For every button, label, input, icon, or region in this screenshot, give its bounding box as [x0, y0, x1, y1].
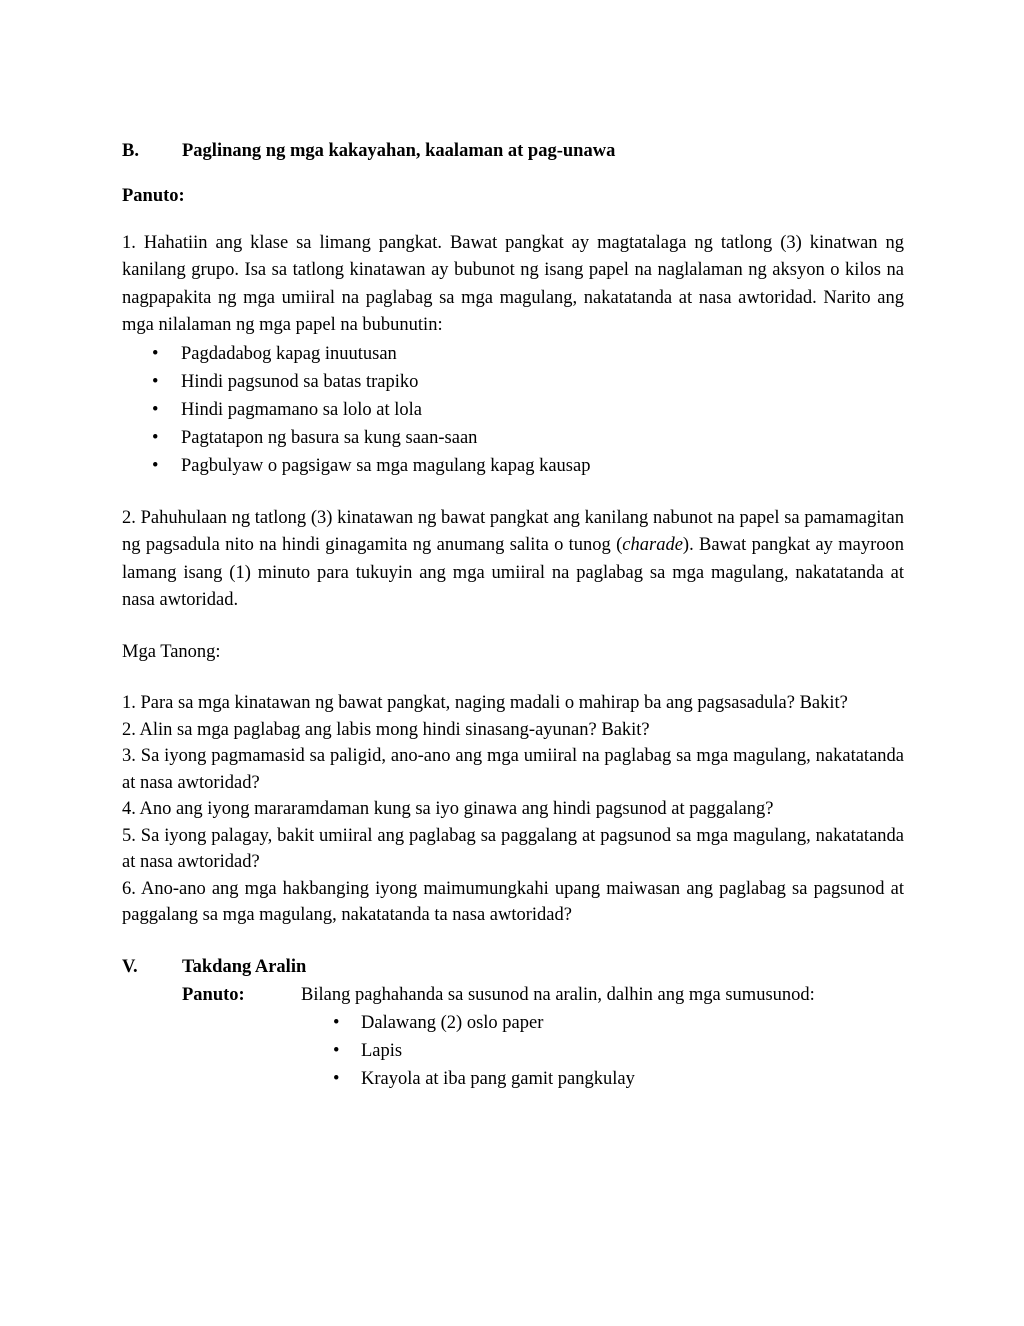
list-item-text: Hindi pagsunod sa batas trapiko	[181, 371, 419, 392]
list-item	[122, 452, 904, 480]
list-item-text: Pagbulyaw o pagsigaw sa mga magulang kapag kausap	[181, 455, 591, 476]
instruction-2	[122, 505, 904, 615]
list-item-text: Pagdadabog kapag inuutusan	[181, 343, 397, 364]
list-item	[122, 1009, 904, 1037]
bullet-icon: •	[333, 1068, 340, 1089]
question-item: 3. Sa iyong pagmamasid sa paligid, ano-ano ang mga umiiral na paglabag sa mga magulang, nakatatanda at nasa awtoridad?	[122, 746, 904, 793]
instruction-2-before: 2. Pahuhulaan ng tatlong (3) kinatawan ng bawat pangkat ang kanilang nabunot na papel sa pamamagitan ng pagsadula nito na hindi ginagamita ng anumang salita o tunog (	[122, 507, 904, 555]
takdang-panuto-row	[122, 981, 904, 1009]
bullet-icon: •	[333, 1040, 340, 1061]
list-item-text: Krayola at iba pang gamit pangkulay	[361, 1068, 635, 1089]
takdang-panuto-label: Panuto:	[182, 984, 245, 1005]
panuto-label: Panuto:	[122, 186, 185, 206]
question-item: 4. Ano ang iyong mararamdaman kung sa iyo ginawa ang hindi pagsunod at paggalang?	[122, 799, 774, 819]
bullet-icon: •	[152, 371, 159, 392]
section-b-heading	[122, 138, 904, 165]
section-v-heading	[122, 954, 904, 981]
instruction-2-after: ). Bawat pangkat ay mayroon lamang isang (1) minuto para tukuyin ang mga umiiral na paglabag sa mga magulang, nakatatanda at nasa awtoridad.	[122, 535, 904, 610]
list-item-text: Lapis	[361, 1040, 403, 1061]
question-item: 1. Para sa mga kinatawan ng bawat pangkat, naging madali o mahirap ba ang pagsasadula? Bakit?	[122, 693, 848, 713]
instruction-2-italic: charade	[622, 535, 683, 555]
section-b-title: Paglinang ng mga kakayahan, kaalaman at pag-unawa	[182, 141, 616, 161]
instruction-1: 1. Hahatiin ang klase sa limang pangkat. Bawat pangkat ay magtatalaga ng tatlong (3) kinatwan ng kanilang grupo. Isa sa tatlong kinatawan ay bubunot ng isang papel na naglalaman ng aksyon o kilos na nagpapakita ng mga umiiral na paglabag sa mga magulang, nakatatanda at nasa awtoridad. Narito ang mga nilalaman ng mga papel na bubunutin:	[122, 232, 904, 335]
list-item	[122, 1065, 904, 1093]
questions-list	[122, 690, 904, 929]
list-item	[122, 368, 904, 396]
list-item	[122, 340, 904, 368]
section-v-title: Takdang Aralin	[182, 956, 307, 977]
list-item-text: Pagtatapon ng basura sa kung saan-saan	[181, 427, 478, 448]
bullet-icon: •	[152, 343, 159, 364]
section-v-letter: V.	[122, 956, 138, 977]
list-item	[122, 1037, 904, 1065]
question-item: 5. Sa iyong palagay, bakit umiiral ang paglabag sa paggalang at pagsunod sa mga magulang, nakatatanda at nasa awtoridad?	[122, 825, 904, 872]
mga-tanong-label: Mga Tanong:	[122, 641, 221, 662]
bullet-icon: •	[152, 427, 159, 448]
list-item	[122, 396, 904, 424]
papel-list	[122, 340, 904, 480]
takdang-panuto-text: Bilang paghahanda sa susunod na aralin, dalhin ang mga sumusunod:	[301, 984, 815, 1005]
bullet-icon: •	[152, 455, 159, 476]
takdang-items-list	[122, 1009, 904, 1093]
section-b-letter: B.	[122, 141, 139, 161]
question-item: 2. Alin sa mga paglabag ang labis mong hindi sinasang-ayunan? Bakit?	[122, 719, 650, 740]
bullet-icon: •	[333, 1012, 340, 1033]
list-item-text: Hindi pagmamano sa lolo at lola	[181, 399, 422, 420]
document-page	[122, 138, 904, 1093]
list-item	[122, 424, 904, 452]
question-item: 6. Ano-ano ang mga hakbanging iyong maimumungkahi upang maiwasan ang paglabag sa pagsunod at paggalang sa mga magulang, nakatatanda ta nasa awtoridad?	[122, 878, 904, 925]
list-item-text: Dalawang (2) oslo paper	[361, 1012, 544, 1033]
bullet-icon: •	[152, 399, 159, 420]
